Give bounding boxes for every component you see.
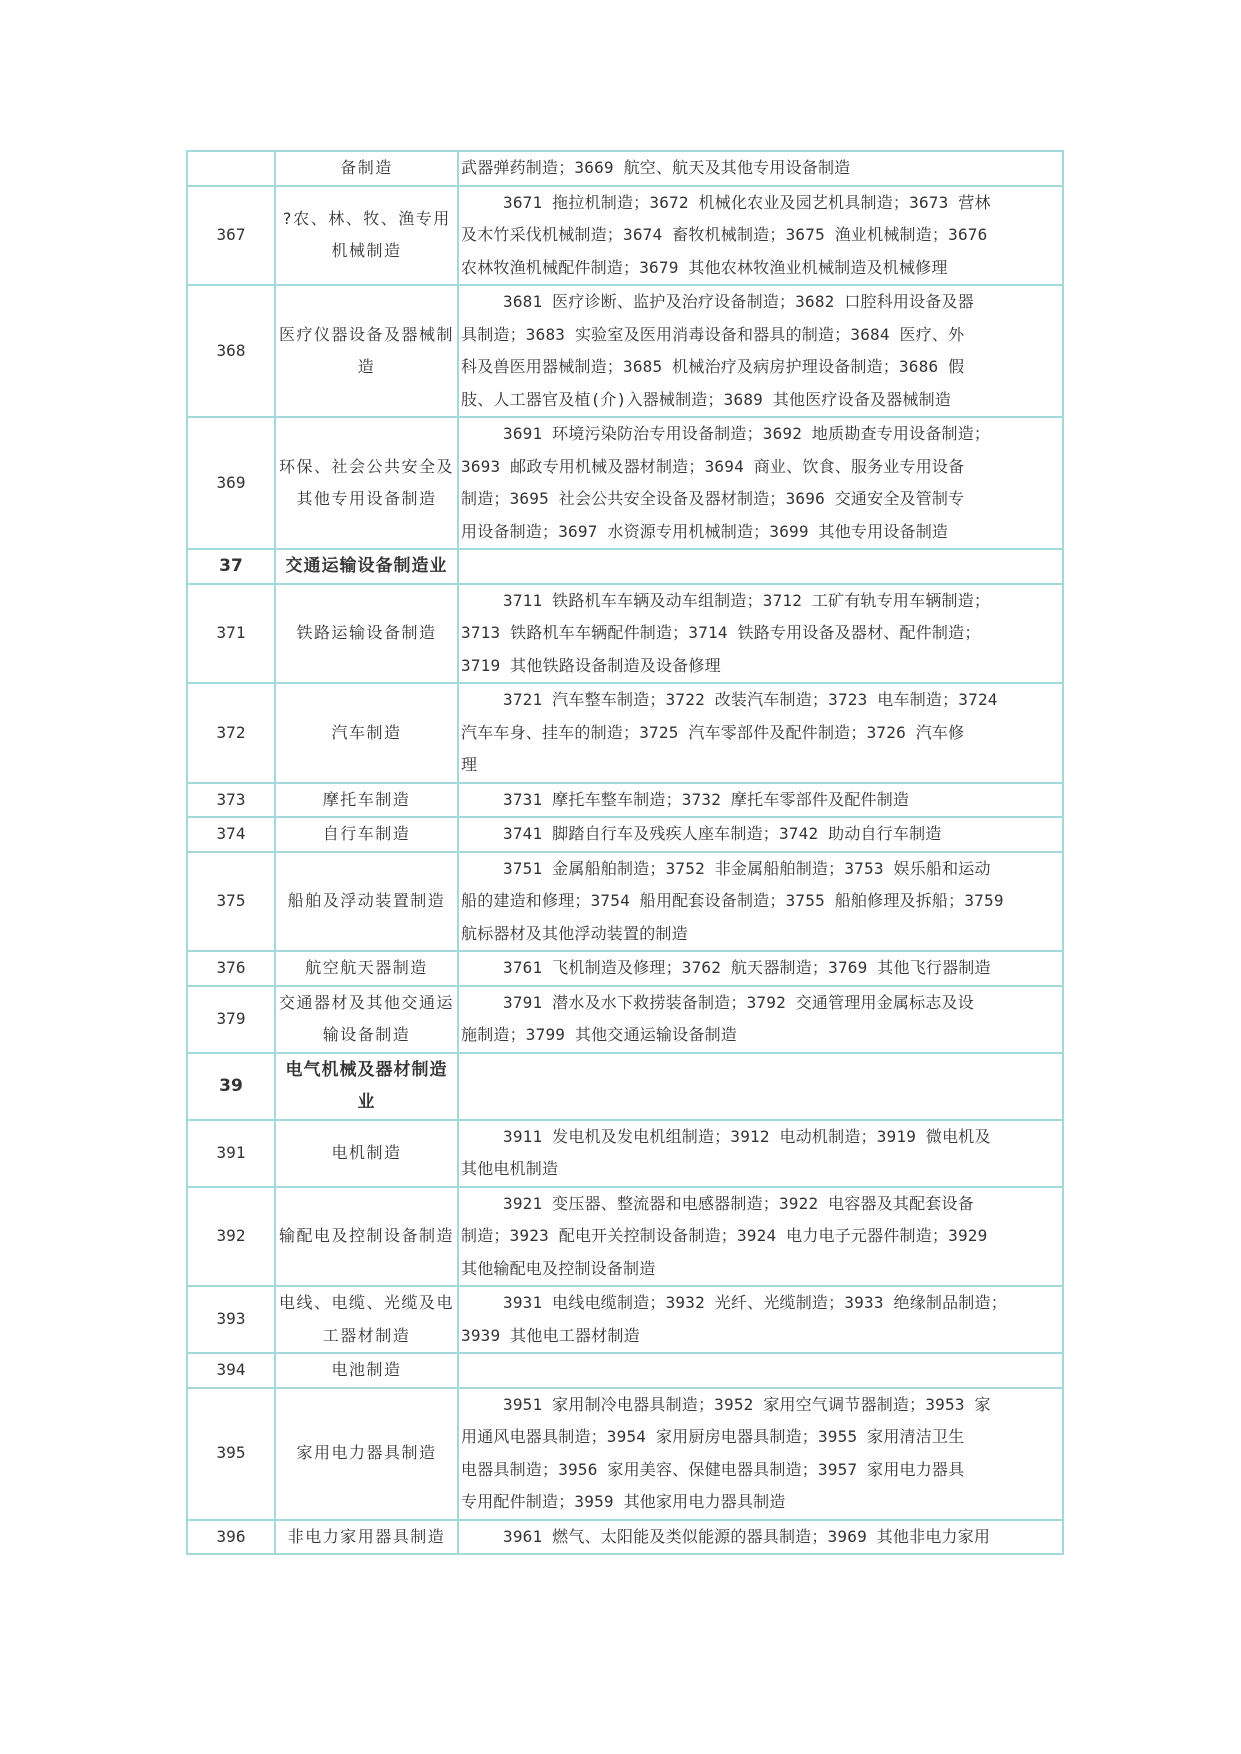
- table-row: [187, 1286, 1063, 1353]
- industry-name: 医疗仪器设备及器械制造: [275, 285, 458, 417]
- subcategory-line: 3761 飞机制造及修理；3762 航天器制造；3769 其他飞行器制造: [503, 958, 991, 977]
- industry-code: 369: [187, 417, 275, 549]
- industry-subcategories: [458, 783, 1063, 818]
- subcategory-line: 3741 脚踏自行车及残疾人座车制造；3742 助动自行车制造: [503, 824, 942, 843]
- subcategory-line: 3719 其他铁路设备制造及设备修理: [461, 655, 721, 675]
- industry-subcategories: [458, 186, 1063, 286]
- industry-code: 368: [187, 285, 275, 417]
- subcategory-line: 3931 电线电缆制造；3932 光纤、光缆制造；3933 绝缘制品制造；: [503, 1293, 1007, 1312]
- industry-name: 输配电及控制设备制造: [275, 1187, 458, 1287]
- industry-name: 电线、电缆、光缆及电工器材制造: [275, 1286, 458, 1353]
- table-row: [187, 584, 1063, 684]
- table-row: [187, 285, 1063, 417]
- subcategory-line: 3721 汽车整车制造；3722 改装汽车制造；3723 电车制造；3724: [503, 690, 998, 709]
- subcategory-line: 3951 家用制冷电器具制造；3952 家用空气调节器制造；3953 家: [503, 1394, 991, 1414]
- subcategory-line: 及木竹采伐机械制造；3674 畜牧机械制造；3675 渔业机械制造；3676: [461, 225, 988, 244]
- industry-code: 394: [187, 1353, 275, 1388]
- industry-name: 交通器材及其他交通运输设备制造: [275, 986, 458, 1053]
- industry-code: 372: [187, 683, 275, 783]
- table-row: [187, 151, 1063, 186]
- industry-code: 37: [187, 549, 275, 584]
- subcategory-line: 3671 拖拉机制造；3672 机械化农业及园艺机具制造；3673 营林: [503, 192, 991, 212]
- industry-name: 电机制造: [275, 1120, 458, 1187]
- subcategory-line: 船的建造和修理；3754 船用配套设备制造；3755 船舶修理及拆船；3759: [461, 891, 1004, 910]
- subcategory-line: 3921 变压器、整流器和电感器制造；3922 电容器及其配套设备: [503, 1193, 974, 1213]
- industry-name: 电池制造: [275, 1353, 458, 1388]
- industry-name: 航空航天器制造: [275, 951, 458, 986]
- subcategory-line: 用设备制造；3697 水资源专用机械制造；3699 其他专用设备制造: [461, 521, 949, 541]
- industry-name: 船舶及浮动装置制造: [275, 852, 458, 952]
- subcategory-line: 科及兽医用器械制造；3685 机械治疗及病房护理设备制造；3686 假: [461, 357, 965, 376]
- subcategory-line: 其他输配电及控制设备制造: [461, 1258, 656, 1278]
- industry-name: 铁路运输设备制造: [275, 584, 458, 684]
- industry-code: 374: [187, 817, 275, 852]
- industry-code: 395: [187, 1388, 275, 1520]
- table-row: [187, 683, 1063, 783]
- table-row: [187, 1388, 1063, 1520]
- table-row: [187, 817, 1063, 852]
- industry-subcategories: [458, 1286, 1063, 1353]
- subcategory-line: 武器弹药制造；3669 航空、航天及其他专用设备制造: [461, 158, 851, 177]
- subcategory-line: 具制造；3683 实验室及医用消毒设备和器具的制造；3684 医疗、外: [461, 324, 965, 344]
- subcategory-line: 电器具制造；3956 家用美容、保健电器具制造；3957 家用电力器具: [461, 1459, 965, 1479]
- industry-name: 非电力家用器具制造: [275, 1520, 458, 1555]
- industry-code: 379: [187, 986, 275, 1053]
- subcategory-line: 其他电机制造: [461, 1159, 559, 1178]
- subcategory-line: 3711 铁路机车车辆及动车组制造；3712 工矿有轨专用车辆制造；: [503, 590, 991, 610]
- subcategory-line: 3751 金属船舶制造；3752 非金属船舶制造；3753 娱乐船和运动: [503, 858, 991, 878]
- industry-subcategories: [458, 1388, 1063, 1520]
- industry-subcategories: [458, 986, 1063, 1053]
- subcategory-line: 3713 铁路机车车辆配件制造；3714 铁路专用设备及器材、配件制造；: [461, 623, 981, 642]
- table-body: [187, 151, 1063, 1554]
- subcategory-line: 制造；3695 社会公共安全设备及器材制造；3696 交通安全及管制专: [461, 489, 965, 508]
- subcategory-line: 施制造；3799 其他交通运输设备制造: [461, 1025, 737, 1044]
- industry-name: 自行车制造: [275, 817, 458, 852]
- industry-subcategories: [458, 1187, 1063, 1287]
- industry-code: 376: [187, 951, 275, 986]
- industry-name: 汽车制造: [275, 683, 458, 783]
- industry-subcategories: [458, 584, 1063, 684]
- table-row: [187, 1120, 1063, 1187]
- category-row: [187, 549, 1063, 584]
- subcategory-line: 用通风电器具制造；3954 家用厨房电器具制造；3955 家用清洁卫生: [461, 1427, 965, 1446]
- industry-code: 396: [187, 1520, 275, 1555]
- industry-code: 39: [187, 1053, 275, 1120]
- table-row: [187, 1187, 1063, 1287]
- industry-name: 备制造: [275, 151, 458, 186]
- industry-subcategories: [458, 683, 1063, 783]
- industry-name: 摩托车制造: [275, 783, 458, 818]
- table-row: [187, 1520, 1063, 1555]
- industry-subcategories: [458, 1120, 1063, 1187]
- industry-subcategories: [458, 1353, 1063, 1388]
- subcategory-line: 理: [461, 755, 478, 774]
- category-row: [187, 1053, 1063, 1120]
- subcategory-line: 3731 摩托车整车制造；3732 摩托车零部件及配件制造: [503, 789, 910, 809]
- table-row: [187, 852, 1063, 952]
- industry-subcategories: [458, 951, 1063, 986]
- industry-code: 373: [187, 783, 275, 818]
- industry-code: 367: [187, 186, 275, 286]
- subcategory-line: 3691 环境污染防治专用设备制造；3692 地质勘查专用设备制造；: [503, 424, 991, 443]
- table-row: [187, 783, 1063, 818]
- subcategory-line: 肢、人工器官及植(介)入器械制造；3689 其他医疗设备及器械制造: [461, 389, 952, 409]
- industry-subcategories: [458, 417, 1063, 549]
- table-row: [187, 417, 1063, 549]
- industry-code: 371: [187, 584, 275, 684]
- industry-code: [187, 151, 275, 186]
- table-row: [187, 1353, 1063, 1388]
- industry-subcategories: [458, 1520, 1063, 1555]
- industry-classification-table: [186, 150, 1064, 1555]
- subcategory-line: 3791 潜水及水下救捞装备制造；3792 交通管理用金属标志及设: [503, 992, 974, 1012]
- subcategory-line: 农林牧渔机械配件制造；3679 其他农林牧渔业机械制造及机械修理: [461, 257, 948, 277]
- subcategory-line: 制造；3923 配电开关控制设备制造；3924 电力电子元器件制造；3929: [461, 1226, 988, 1245]
- industry-name: 电气机械及器材制造业: [275, 1053, 458, 1120]
- table-row: [187, 986, 1063, 1053]
- industry-name: 交通运输设备制造业: [275, 549, 458, 584]
- industry-name: 家用电力器具制造: [275, 1388, 458, 1520]
- industry-code: 391: [187, 1120, 275, 1187]
- table-row: [187, 186, 1063, 286]
- subcategory-line: 专用配件制造；3959 其他家用电力器具制造: [461, 1492, 786, 1511]
- subcategory-line: 航标器材及其他浮动装置的制造: [461, 923, 688, 943]
- subcategory-line: 汽车车身、挂车的制造；3725 汽车零部件及配件制造；3726 汽车修: [461, 722, 965, 742]
- industry-subcategories: [458, 852, 1063, 952]
- industry-code: 375: [187, 852, 275, 952]
- industry-subcategories: [458, 817, 1063, 852]
- table-row: [187, 951, 1063, 986]
- industry-code: 393: [187, 1286, 275, 1353]
- industry-subcategories: [458, 549, 1063, 584]
- subcategory-line: 3681 医疗诊断、监护及治疗设备制造；3682 口腔科用设备及器: [503, 292, 974, 311]
- industry-name: ?农、林、牧、渔专用机械制造: [275, 186, 458, 286]
- industry-subcategories: [458, 285, 1063, 417]
- industry-code: 392: [187, 1187, 275, 1287]
- subcategory-line: 3911 发电机及发电机组制造；3912 电动机制造；3919 微电机及: [503, 1126, 991, 1146]
- subcategory-line: 3693 邮政专用机械及器材制造；3694 商业、饮食、服务业专用设备: [461, 456, 965, 476]
- subcategory-line: 3939 其他电工器材制造: [461, 1325, 640, 1345]
- industry-name: 环保、社会公共安全及其他专用设备制造: [275, 417, 458, 549]
- industry-subcategories: [458, 151, 1063, 186]
- subcategory-line: 3961 燃气、太阳能及类似能源的器具制造；3969 其他非电力家用: [503, 1526, 991, 1546]
- industry-subcategories: [458, 1053, 1063, 1120]
